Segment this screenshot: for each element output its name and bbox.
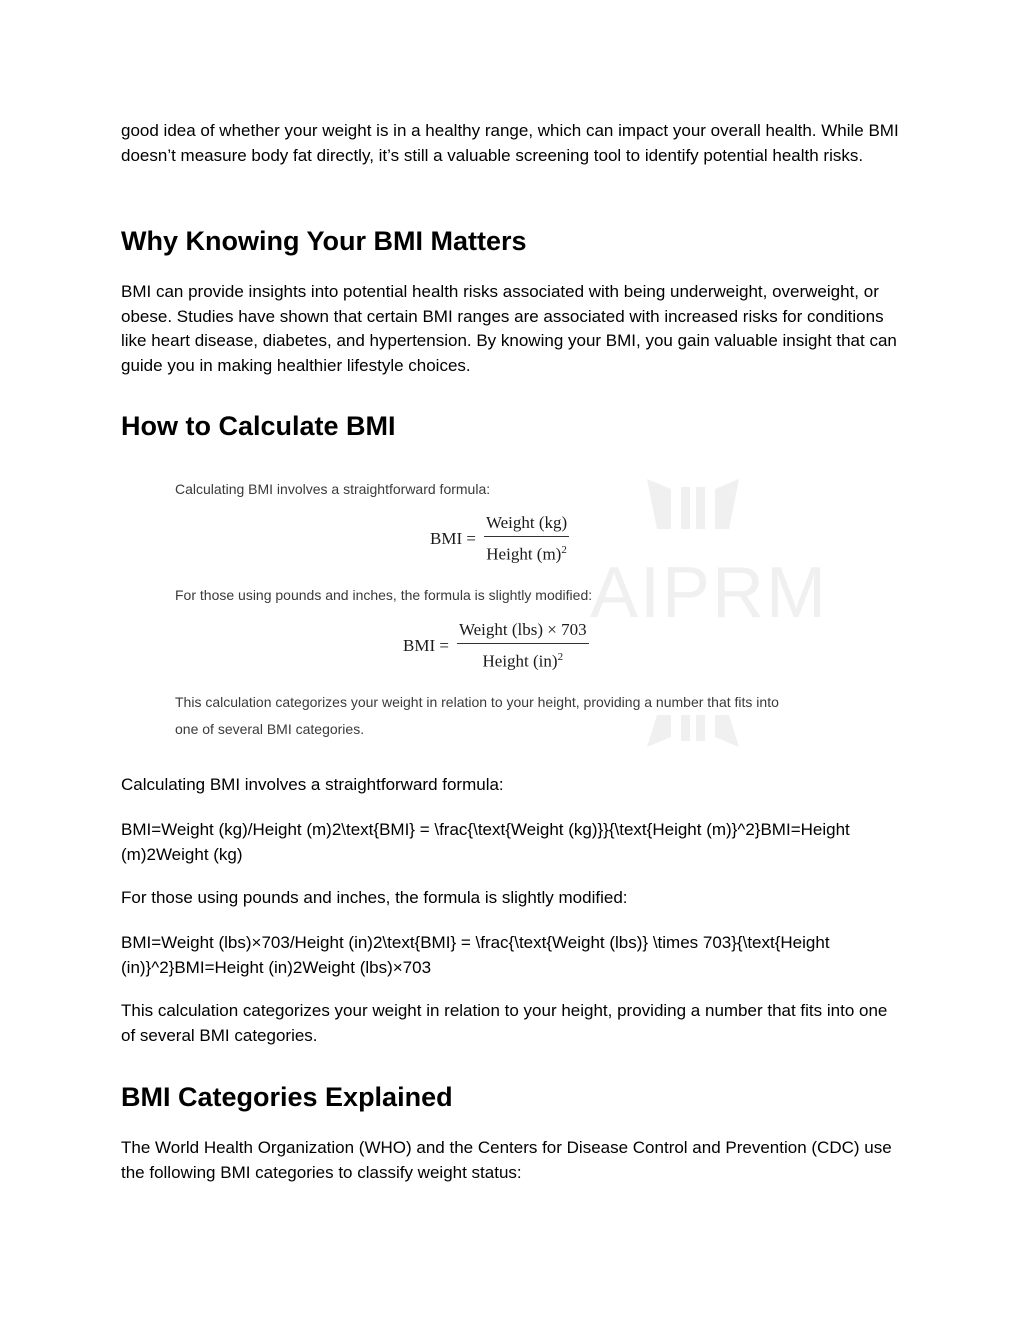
formula-metric-exponent: 2: [561, 544, 567, 556]
formula-metric-numerator: Weight (kg): [484, 512, 569, 537]
imperial-intro-paragraph: For those using pounds and inches, the formula is slightly modified:: [121, 888, 628, 907]
categorizes-paragraph: This calculation categorizes your weight in relation to your height, providing a number that fits into one of several BMI categories.: [121, 1001, 888, 1045]
calc-intro-paragraph: Calculating BMI involves a straightforward formula:: [121, 775, 504, 794]
formula-metric-lhs: BMI =: [430, 528, 476, 548]
formula-image: [121, 465, 901, 755]
image-line-categories: one of several BMI categories.: [175, 721, 365, 737]
watermark-logo-icon: [645, 477, 741, 529]
why-bmi-paragraph: BMI can provide insights into potential health risks associated with being underweight, overweight, or obese. Studies have shown that certain BMI ranges are associated with increased risks for conditions like heart disease, diabetes, and hypertension. By knowing your BMI, you gain valuable insight that can guide you in making healthier lifestyle choices.: [121, 282, 897, 375]
formula-imperial: [403, 619, 589, 673]
section-heading-bmi-categories: BMI Categories Explained: [121, 1082, 453, 1112]
formula-metric: [430, 512, 569, 566]
section-heading-why-bmi-matters: Why Knowing Your BMI Matters: [121, 226, 527, 256]
image-line-formula-intro: Calculating BMI involves a straightforward formula:: [175, 481, 491, 497]
formula-imperial-exponent: 2: [557, 651, 564, 663]
formula-imperial-text: BMI=Weight (lbs)×703/Height (in)2\text{BMI} = \frac{\text{Weight (lbs)} \times 703}{\text{Height (in)}^2}BMI=Height (in)2Weight (lbs)×703: [121, 933, 830, 977]
image-line-imperial-intro: For those using pounds and inches, the formula is slightly modified:: [175, 587, 593, 603]
intro-paragraph: good idea of whether your weight is in a healthy range, which can impact your overall health. While BMI doesn’t measure body fat directly, it’s still a valuable screening tool to identify potential health risks.: [121, 121, 899, 165]
image-line-categorizes: This calculation categorizes your weight in relation to your height, providing a number that fits into: [175, 694, 779, 710]
categories-paragraph: The World Health Organization (WHO) and the Centers for Disease Control and Prevention (CDC) use the following BMI categories to classify weight status:: [121, 1138, 892, 1182]
formula-metric-text: BMI=Weight (kg)/Height (m)2\text{BMI} = \frac{\text{Weight (kg)}}{\text{Height (m)}^2}BMI=Height (m)2Weight (kg): [121, 820, 850, 864]
formula-imperial-denominator: Height (in): [482, 651, 558, 671]
formula-metric-denominator: Height (m): [486, 544, 562, 564]
section-heading-how-to-calculate: How to Calculate BMI: [121, 411, 396, 441]
watermark-logo-bottom-icon: [645, 715, 741, 747]
watermark-text: AIPRM: [590, 553, 829, 633]
formula-imperial-lhs: BMI =: [403, 635, 449, 655]
formula-imperial-numerator: Weight (lbs) × 703: [457, 619, 589, 644]
